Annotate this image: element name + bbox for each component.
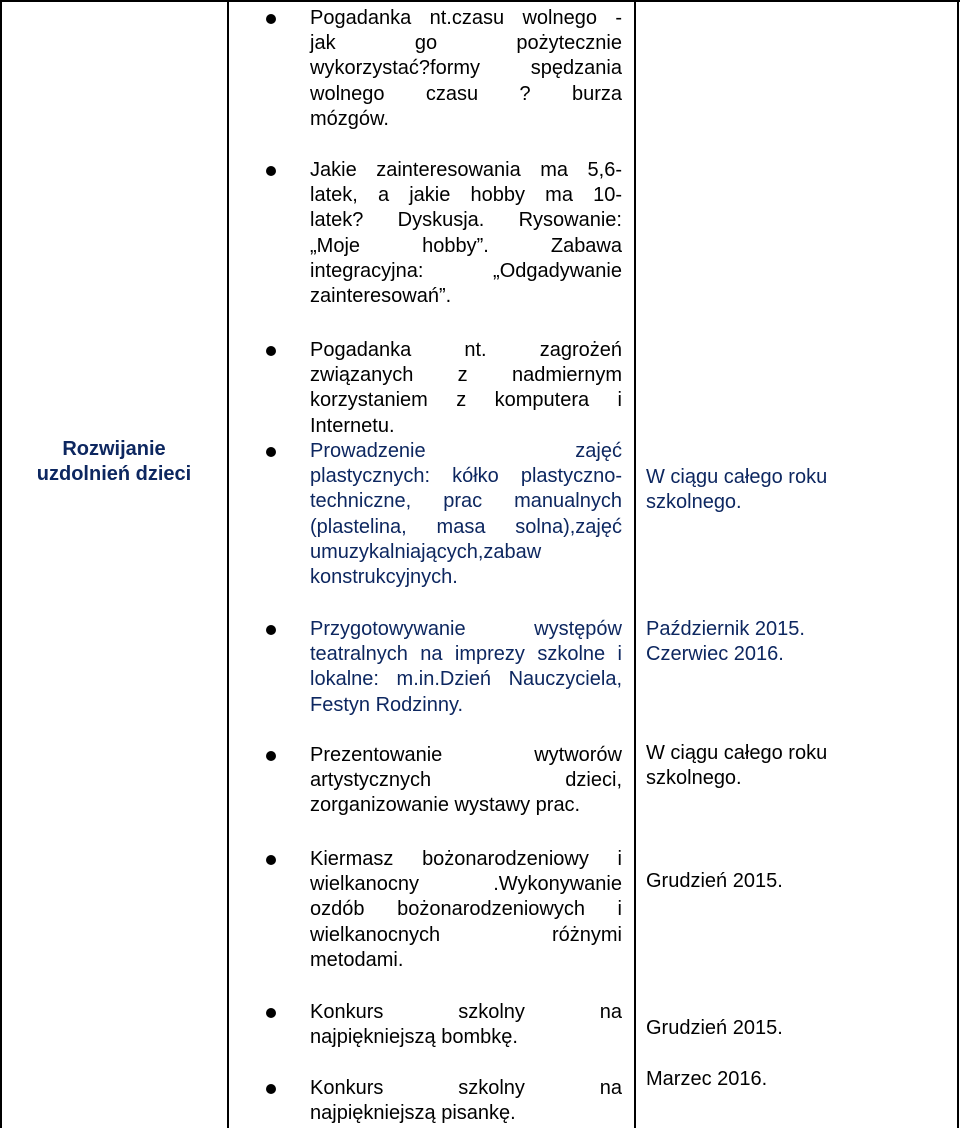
item-line: lokalne: m.in.Dzień Nauczyciela, [310,668,622,691]
item-line: teatralnych na imprezy szkolne i [310,643,622,666]
item-line: integracyjna: „Odgadywanie [310,259,622,282]
item-line: korzystaniem z komputera i [310,389,622,412]
date-line: Marzec 2016. [646,1068,768,1090]
bullet-icon [266,447,276,457]
item-line: wolnego czasu ? burza [310,82,622,105]
list-item [310,1076,622,1126]
date-line: szkolnego. [646,767,742,790]
item-line: zorganizowanie wystawy prac. [310,794,581,817]
bullet-icon [266,346,276,356]
item-line: latek, a jakie hobby ma 10- [310,184,622,207]
item-line: konstrukcyjnych. [310,566,458,589]
item-line: artystycznych dzieci, [310,769,622,792]
item-line: Festyn Rodzinny. [310,693,464,716]
date-line: W ciągu całego roku [646,466,828,488]
item-line: umuzykalniających,zabaw [310,540,542,563]
item-line: Konkurs szkolny na [310,1001,622,1023]
date-cell [646,869,946,894]
date-line: Czerwiec 2016. [646,643,784,666]
category-label-line: Rozwijanie [62,438,166,460]
item-line: wielkanocnych różnymi [310,923,622,946]
bullet-icon [266,751,276,761]
item-line: Prowadzenie zajęć [310,440,622,462]
item-line: latek? Dyskusja. Rysowanie: [310,209,622,232]
list-item [310,439,622,590]
item-line: (plastelina, masa solna),zajęć [310,515,622,538]
item-line: najpiękniejszą bombkę. [310,1026,518,1049]
item-line: ozdób bożonarodzeniowych i [310,898,622,921]
item-line: Pogadanka nt. zagrożeń [310,339,622,361]
item-line: Przygotowywanie występów [310,618,622,640]
item-line: wykorzystać?formy spędzania [310,57,622,80]
column-divider-1 [227,0,229,1128]
item-line: techniczne, prac manualnych [310,490,622,513]
bullet-icon [266,625,276,635]
category-label-line: uzdolnień dzieci [36,463,192,485]
bullet-icon [266,166,276,176]
item-line: Kiermasz bożonarodzeniowy i [310,848,622,870]
table-top-border [0,0,960,2]
date-line: W ciągu całego roku [646,742,828,764]
item-line: wielkanocny .Wykonywanie [310,873,622,896]
item-line: „Moje hobby”. Zabawa [310,234,622,257]
column-divider-2 [634,0,636,1128]
bullet-icon [266,1084,276,1094]
date-line: Grudzień 2015. [646,1017,783,1039]
date-cell [646,465,946,515]
item-line: związanych z nadmiernym [310,364,622,387]
date-cell [646,741,946,791]
item-line: Konkurs szkolny na [310,1077,622,1099]
category-cell [6,437,222,487]
item-line: najpiękniejszą pisankę. [310,1102,516,1125]
date-line: szkolnego. [646,491,742,514]
item-line: Jakie zainteresowania ma 5,6- [310,159,622,181]
date-cell [646,1067,946,1092]
list-item [310,158,622,309]
bullet-icon [266,14,276,24]
date-line: Październik 2015. [646,618,805,640]
item-line: Prezentowanie wytworów [310,744,622,766]
list-item [310,338,622,439]
date-cell [646,1016,946,1041]
date-line: Grudzień 2015. [646,870,783,892]
bullet-icon [266,1008,276,1018]
bullet-icon [266,855,276,865]
item-line: metodami. [310,948,404,971]
item-line: plastycznych: kółko plastyczno- [310,465,622,488]
item-line: Internetu. [310,414,395,437]
table-right-border [957,0,959,1128]
item-line: Pogadanka nt.czasu wolnego - [310,7,622,29]
list-item [310,617,622,718]
list-item [310,1000,622,1050]
list-item [310,743,622,819]
date-cell [646,617,946,667]
item-line: mózgów. [310,107,389,130]
item-line: zainteresowań”. [310,285,452,308]
list-item [310,6,622,132]
item-line: jak go pożytecznie [310,32,622,55]
table-left-border [0,0,2,1128]
list-item [310,847,622,973]
